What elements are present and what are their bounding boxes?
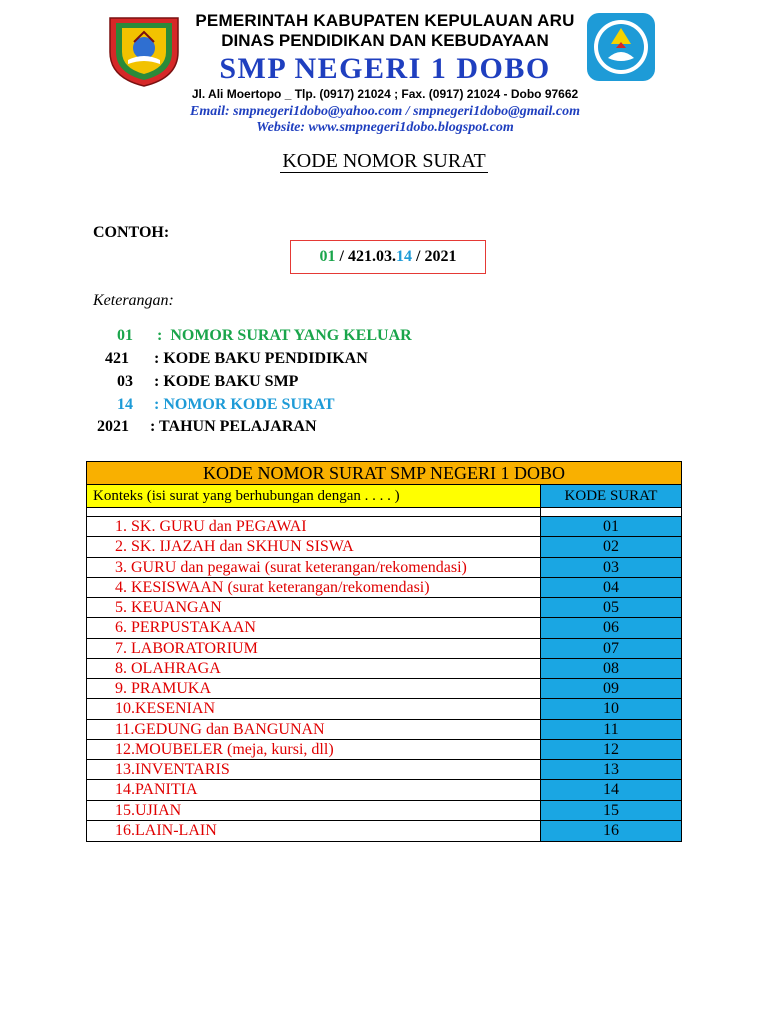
column-header-context: Konteks (isi surat yang berhubungan dengan . . . . ) xyxy=(87,485,541,507)
table-row xyxy=(87,821,681,841)
row-code: 03 xyxy=(541,558,681,577)
legend-item-code: 03 xyxy=(117,373,133,390)
row-context: 10.KESENIAN xyxy=(87,699,541,718)
row-code: 10 xyxy=(541,699,681,718)
table-row xyxy=(87,558,681,578)
example-part-year: / 2021 xyxy=(412,248,457,265)
legend-item-code: 01 xyxy=(117,327,133,344)
row-context: 15.UJIAN xyxy=(87,801,541,820)
legend-item-text: : TAHUN PELAJARAN xyxy=(150,418,317,435)
legend-item-text: : KODE BAKU PENDIDIKAN xyxy=(154,350,368,367)
table-row xyxy=(87,639,681,659)
letterhead-school-name: SMP NEGERI 1 DOBO xyxy=(219,52,551,85)
table-row xyxy=(87,699,681,719)
row-code: 07 xyxy=(541,639,681,658)
table-row xyxy=(87,537,681,557)
page-title: KODE NOMOR SURAT xyxy=(282,150,486,172)
table-spacer-row xyxy=(87,508,681,517)
row-code: 15 xyxy=(541,801,681,820)
row-code: 02 xyxy=(541,537,681,556)
row-context: 1. SK. GURU dan PEGAWAI xyxy=(87,517,541,536)
row-code: 01 xyxy=(541,517,681,536)
row-context: 9. PRAMUKA xyxy=(87,679,541,698)
table-header-row xyxy=(87,485,681,508)
table-row xyxy=(87,578,681,598)
legend-heading: Keterangan: xyxy=(93,292,174,309)
table-row xyxy=(87,679,681,699)
row-context: 14.PANITIA xyxy=(87,780,541,799)
row-context: 2. SK. IJAZAH dan SKHUN SISWA xyxy=(87,537,541,556)
row-context: 3. GURU dan pegawai (surat keterangan/rekomendasi) xyxy=(87,558,541,577)
example-label: CONTOH: xyxy=(93,224,170,241)
legend-item-text: : NOMOR KODE SURAT xyxy=(154,396,335,413)
row-code: 09 xyxy=(541,679,681,698)
table-row xyxy=(87,618,681,638)
table-row xyxy=(87,780,681,800)
row-code: 06 xyxy=(541,618,681,637)
example-part-number: 01 xyxy=(319,248,336,265)
letterhead-department: DINAS PENDIDIKAN DAN KEBUDAYAAN xyxy=(221,31,549,50)
letterhead-website: Website: www.smpnegeri1dobo.blogspot.com xyxy=(256,120,514,135)
table-title: KODE NOMOR SURAT SMP NEGERI 1 DOBO xyxy=(87,462,681,485)
letterhead-government: PEMERINTAH KABUPATEN KEPULAUAN ARU xyxy=(195,11,575,30)
example-code-box xyxy=(290,240,486,274)
row-context: 7. LABORATORIUM xyxy=(87,639,541,658)
code-table xyxy=(86,461,682,842)
row-code: 12 xyxy=(541,740,681,759)
row-context: 11.GEDUNG dan BANGUNAN xyxy=(87,720,541,739)
table-row xyxy=(87,720,681,740)
example-part-code: 14 xyxy=(396,248,412,265)
table-row xyxy=(87,801,681,821)
tut-wuri-handayani-logo xyxy=(586,12,656,82)
row-context: 4. KESISWAAN (surat keterangan/rekomendasi) xyxy=(87,578,541,597)
letterhead-address: Jl. Ali Moertopo _ Tlp. (0917) 21024 ; Fax. (0917) 21024 - Dobo 97662 xyxy=(191,87,579,101)
table-row xyxy=(87,740,681,760)
column-header-code: KODE SURAT xyxy=(541,485,681,507)
table-row xyxy=(87,517,681,537)
legend-item-text: : KODE BAKU SMP xyxy=(154,373,299,390)
row-context: 16.LAIN-LAIN xyxy=(87,821,541,841)
row-code: 08 xyxy=(541,659,681,678)
row-code: 13 xyxy=(541,760,681,779)
example-part-base: / 421.03. xyxy=(335,248,396,265)
row-code: 16 xyxy=(541,821,681,841)
table-row xyxy=(87,760,681,780)
row-context: 12.MOUBELER (meja, kursi, dll) xyxy=(87,740,541,759)
row-code: 14 xyxy=(541,780,681,799)
row-context: 5. KEUANGAN xyxy=(87,598,541,617)
legend-item-code: 2021 xyxy=(97,418,129,435)
table-row xyxy=(87,659,681,679)
legend-item-code: 14 xyxy=(117,396,133,413)
legend-item-code: 421 xyxy=(105,350,129,367)
row-context: 6. PERPUSTAKAAN xyxy=(87,618,541,637)
row-context: 13.INVENTARIS xyxy=(87,760,541,779)
row-code: 11 xyxy=(541,720,681,739)
letterhead-email: Email: smpnegeri1dobo@yahoo.com / smpnegeri1dobo@gmail.com xyxy=(189,104,580,119)
table-body xyxy=(87,517,681,841)
row-context: 8. OLAHRAGA xyxy=(87,659,541,678)
row-code: 04 xyxy=(541,578,681,597)
row-code: 05 xyxy=(541,598,681,617)
table-row xyxy=(87,598,681,618)
legend-item-text: : NOMOR SURAT YANG KELUAR xyxy=(157,327,412,344)
